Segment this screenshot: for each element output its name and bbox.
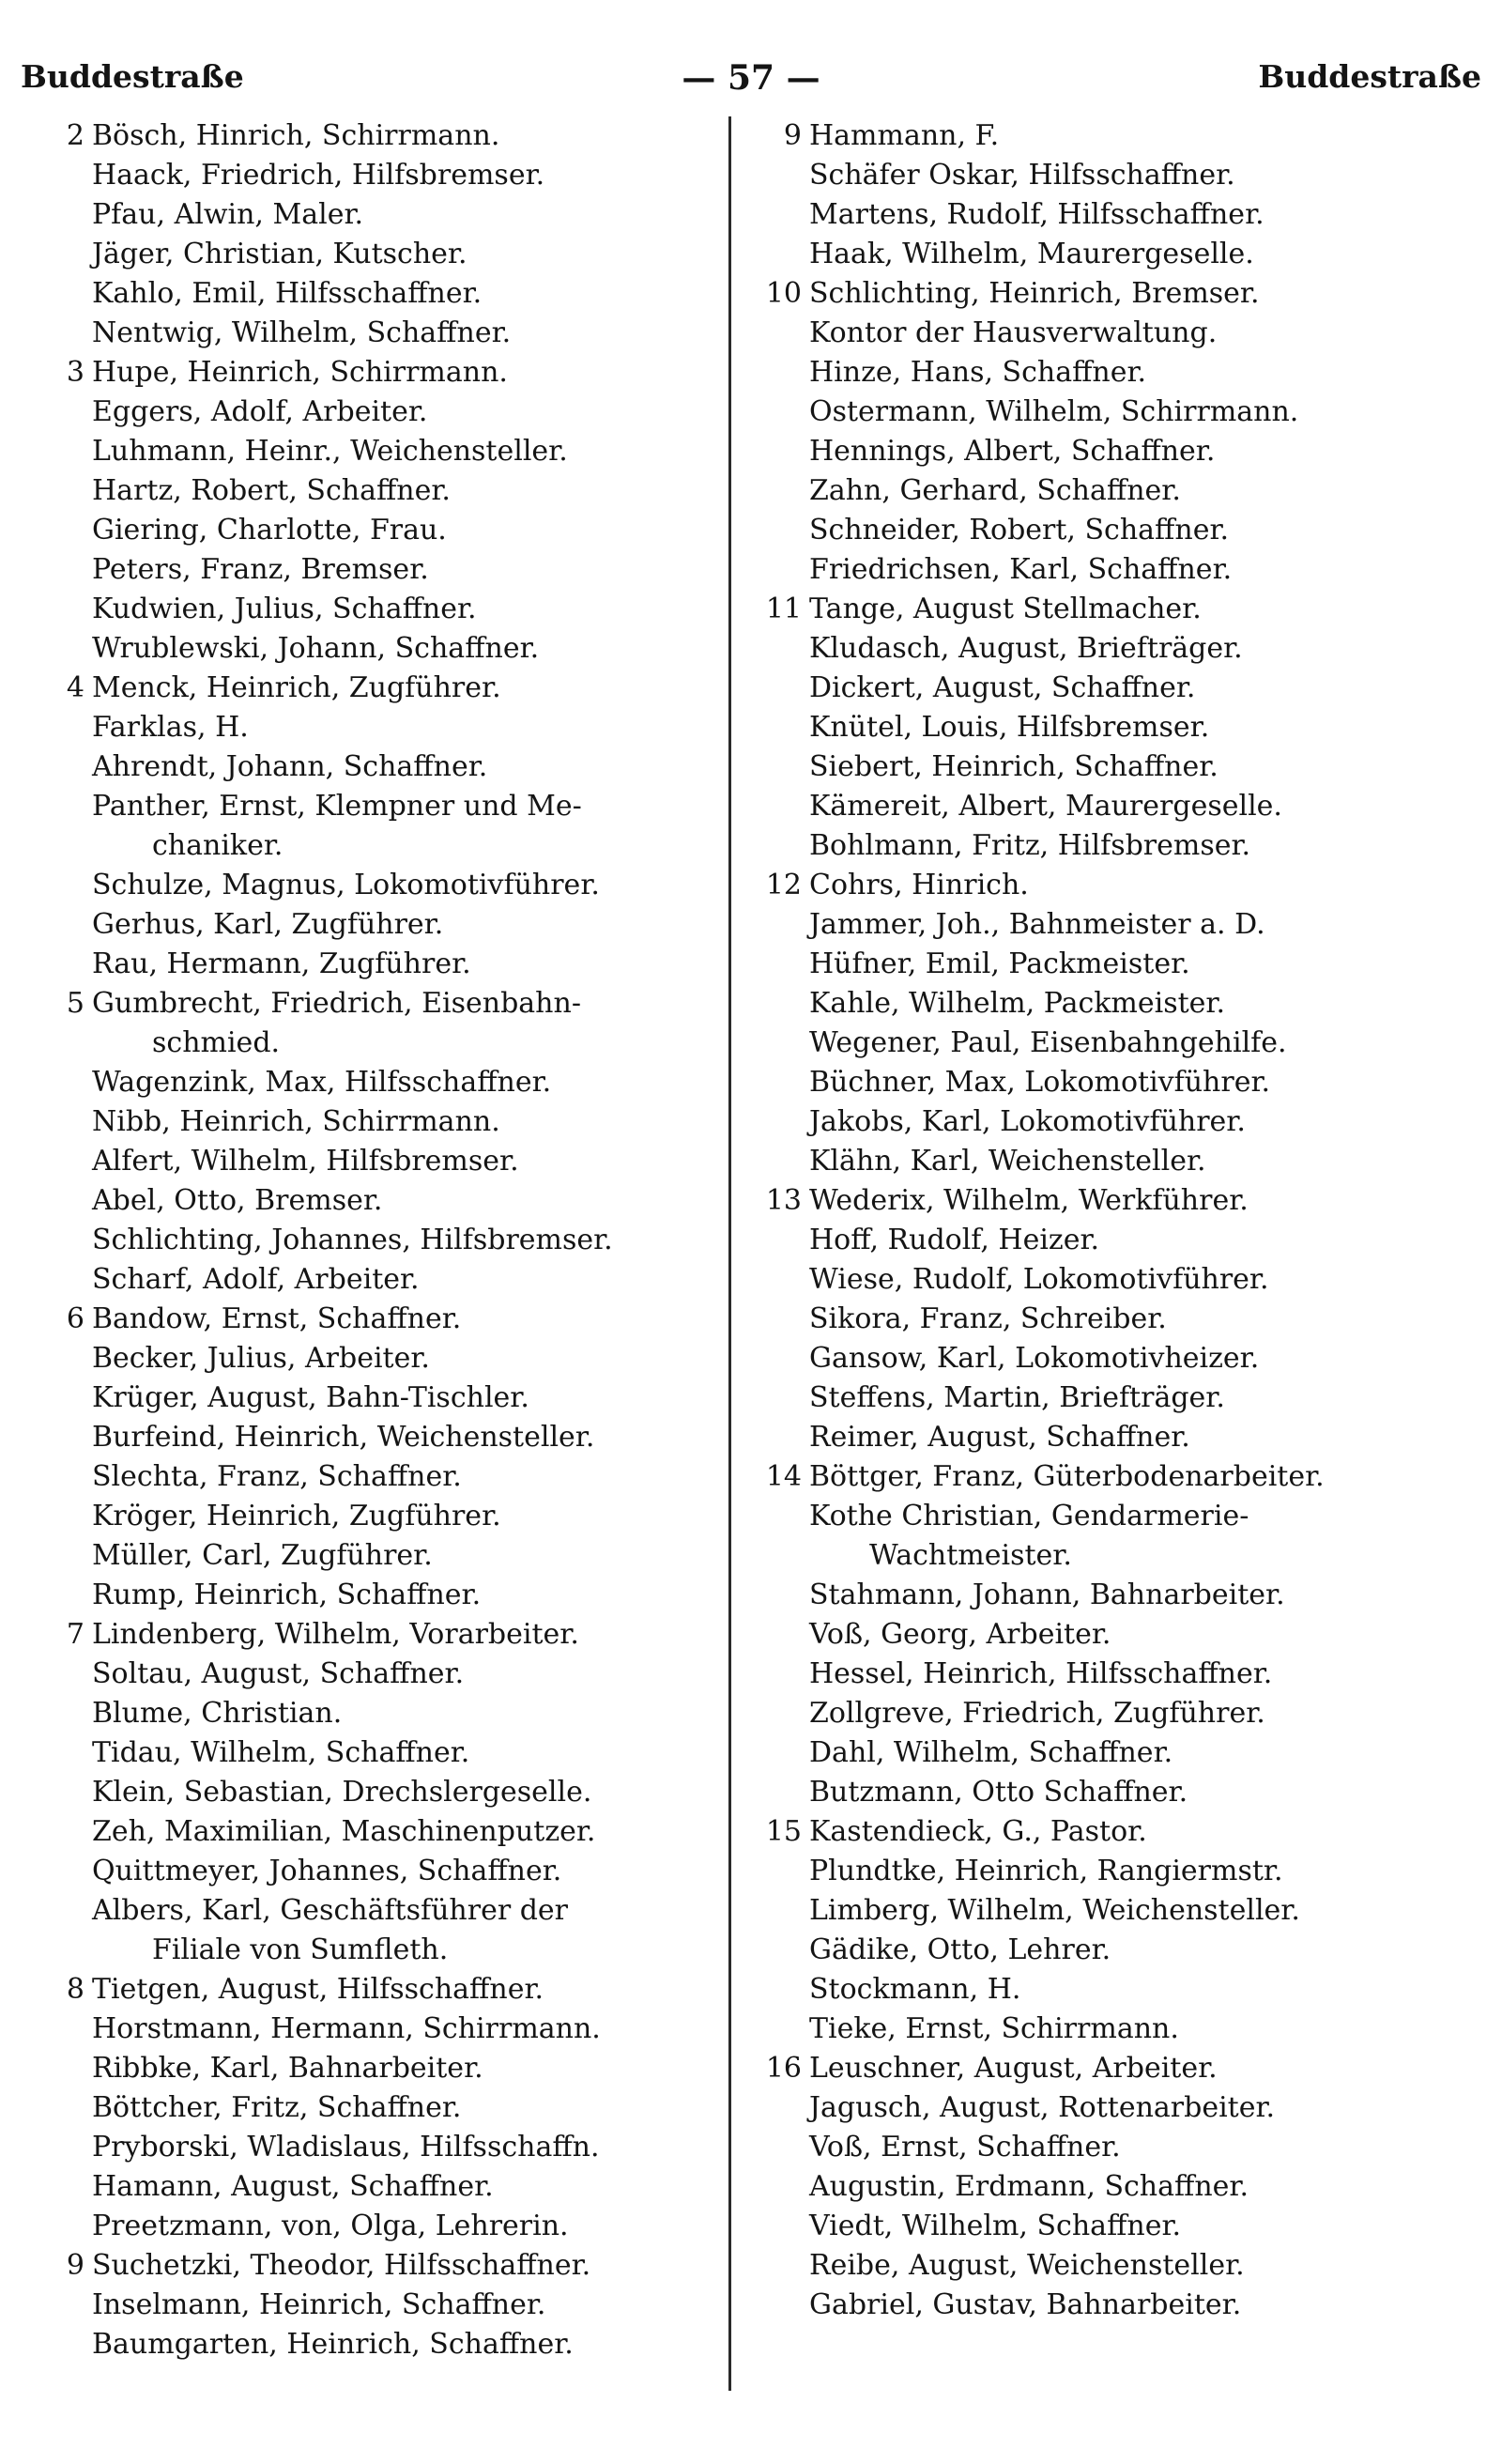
- resident-line: Klähn, Karl, Weichensteller.: [809, 1145, 1206, 1178]
- house-number: 9: [66, 2249, 84, 2282]
- house-number: 5: [66, 987, 84, 1020]
- resident-line: Ahrendt, Johann, Schaffner.: [92, 750, 488, 783]
- resident-line: Viedt, Wilhelm, Schaffner.: [809, 2210, 1182, 2242]
- resident-line: Ribbke, Karl, Bahnarbeiter.: [92, 2052, 483, 2085]
- resident-line: Gädike, Otto, Lehrer.: [809, 1933, 1111, 1966]
- resident-line: Böttcher, Fritz, Schaffner.: [92, 2091, 462, 2124]
- resident-line: Blume, Christian.: [92, 1697, 343, 1730]
- resident-line: Ostermann, Wilhelm, Schirrmann.: [809, 395, 1299, 428]
- resident-line: Haack, Friedrich, Hilfsbremser.: [92, 159, 545, 192]
- page-header: [21, 58, 1481, 107]
- resident-line: Sikora, Franz, Schreiber.: [809, 1302, 1167, 1335]
- resident-line: Zeh, Maximilian, Maschinenputzer.: [92, 1815, 596, 1848]
- resident-line: Kämereit, Albert, Maurergeselle.: [809, 790, 1282, 823]
- resident-line: Hessel, Heinrich, Hilfsschaffner.: [809, 1657, 1273, 1690]
- resident-line: Kludasch, August, Briefträger.: [809, 632, 1243, 665]
- house-entry: [45, 1300, 713, 1615]
- resident-line: Voß, Georg, Arbeiter.: [809, 1618, 1111, 1651]
- resident-line: Krüger, August, Bahn-Tischler.: [92, 1381, 529, 1414]
- resident-line: Kudwien, Julius, Schaffner.: [92, 593, 477, 625]
- resident-line: Reibe, August, Weichensteller.: [809, 2249, 1245, 2282]
- resident-line: Jagusch, August, Rottenarbeiter.: [809, 2091, 1276, 2124]
- resident-line: Hinze, Hans, Schaffner.: [809, 356, 1147, 389]
- resident-line: Hupe, Heinrich, Schirrmann.: [92, 356, 508, 389]
- resident-line: Gabriel, Gustav, Bahnarbeiter.: [809, 2288, 1242, 2321]
- resident-line: Hüfner, Emil, Packmeister.: [809, 947, 1190, 980]
- resident-line: Schulze, Magnus, Lokomotivführer.: [92, 869, 600, 901]
- resident-line: Schlichting, Heinrich, Bremser.: [809, 277, 1260, 310]
- house-entry: [45, 353, 713, 669]
- house-number: 3: [66, 356, 84, 389]
- resident-line: Nentwig, Wilhelm, Schaffner.: [92, 316, 512, 349]
- house-number: 7: [66, 1618, 84, 1651]
- resident-line: Farklas, H.: [92, 711, 249, 744]
- resident-line: Alfert, Wilhelm, Hilfsbremser.: [92, 1145, 519, 1178]
- house-number: 16: [765, 2052, 802, 2085]
- left-column: [45, 116, 713, 2364]
- resident-line: Kröger, Heinrich, Zugführer.: [92, 1500, 501, 1532]
- resident-line: Böttger, Franz, Güterbodenarbeiter.: [809, 1460, 1325, 1493]
- house-entry: [762, 590, 1476, 866]
- house-entry: [762, 274, 1476, 590]
- resident-line: Nibb, Heinrich, Schirrmann.: [92, 1105, 500, 1138]
- resident-line: Wrublewski, Johann, Schaffner.: [92, 632, 540, 665]
- resident-line: Peters, Franz, Bremser.: [92, 553, 429, 586]
- resident-line: Klein, Sebastian, Drechslergeselle.: [92, 1776, 592, 1809]
- resident-line: Tietgen, August, Hilfsschaffner.: [92, 1973, 544, 2006]
- resident-line: Eggers, Adolf, Arbeiter.: [92, 395, 428, 428]
- house-entry: [762, 116, 1476, 274]
- resident-line: Schäfer Oskar, Hilfsschaffner.: [809, 159, 1235, 192]
- house-number: 8: [66, 1973, 84, 2006]
- resident-line: Steffens, Martin, Briefträger.: [809, 1381, 1225, 1414]
- resident-line: Abel, Otto, Bremser.: [92, 1184, 383, 1217]
- resident-line: Gansow, Karl, Lokomotivheizer.: [809, 1342, 1260, 1375]
- resident-line: Plundtke, Heinrich, Rangiermstr.: [809, 1855, 1283, 1887]
- house-entry: [45, 1615, 713, 1970]
- resident-line: Luhmann, Heinr., Weichensteller.: [92, 435, 568, 468]
- header-street-left: Buddestraße: [21, 58, 244, 95]
- house-entry: [45, 1970, 713, 2246]
- house-entry: [762, 1181, 1476, 1457]
- resident-line: Bandow, Ernst, Schaffner.: [92, 1302, 462, 1335]
- house-entry: [762, 1457, 1476, 1812]
- resident-line: Wederix, Wilhelm, Werkführer.: [809, 1184, 1249, 1217]
- resident-line: Wegener, Paul, Eisenbahngehilfe.: [809, 1026, 1287, 1059]
- resident-line: Hammann, F.: [809, 119, 1000, 152]
- resident-line: Burfeind, Heinrich, Weichensteller.: [92, 1421, 595, 1454]
- house-number: 6: [66, 1302, 84, 1335]
- resident-line: Baumgarten, Heinrich, Schaffner.: [92, 2328, 574, 2361]
- resident-line: Inselmann, Heinrich, Schaffner.: [92, 2288, 546, 2321]
- resident-line: Dickert, August, Schaffner.: [809, 671, 1196, 704]
- house-number: 2: [66, 119, 84, 152]
- resident-line: Knütel, Louis, Hilfsbremser.: [809, 711, 1210, 744]
- resident-line: Horstmann, Hermann, Schirrmann.: [92, 2012, 601, 2045]
- resident-line: Rau, Hermann, Zugführer.: [92, 947, 471, 980]
- house-number: 4: [66, 671, 84, 704]
- resident-line: Schneider, Robert, Schaffner.: [809, 514, 1230, 547]
- house-entry: [45, 984, 713, 1300]
- resident-line: Panther, Ernst, Klempner und Me-: [92, 790, 582, 823]
- resident-line: Preetzmann, von, Olga, Lehrerin.: [92, 2210, 569, 2242]
- resident-line: Hamann, August, Schaffner.: [92, 2170, 494, 2203]
- house-number: 13: [765, 1184, 802, 1217]
- resident-line: Hennings, Albert, Schaffner.: [809, 435, 1216, 468]
- house-number: 14: [765, 1460, 802, 1493]
- resident-line: Haak, Wilhelm, Maurergeselle.: [809, 238, 1254, 270]
- house-entry: [762, 866, 1476, 1181]
- resident-line: Quittmeyer, Johannes, Schaffner.: [92, 1855, 562, 1887]
- resident-line: Limberg, Wilhelm, Weichensteller.: [809, 1894, 1300, 1927]
- resident-line: Friedrichsen, Karl, Schaffner.: [809, 553, 1233, 586]
- resident-line: Gumbrecht, Friedrich, Eisenbahn-: [92, 987, 581, 1020]
- resident-line: Martens, Rudolf, Hilfsschaffner.: [809, 198, 1264, 231]
- resident-line: Kastendieck, G., Pastor.: [809, 1815, 1147, 1848]
- resident-line: Tidau, Wilhelm, Schaffner.: [92, 1736, 470, 1769]
- resident-line: Tieke, Ernst, Schirrmann.: [809, 2012, 1179, 2045]
- resident-line: Kothe Christian, Gendarmerie-: [809, 1500, 1249, 1532]
- resident-line: Augustin, Erdmann, Schaffner.: [809, 2170, 1249, 2203]
- resident-line: Rump, Heinrich, Schaffner.: [92, 1578, 482, 1611]
- resident-line: Hoff, Rudolf, Heizer.: [809, 1224, 1100, 1256]
- resident-line: Bohlmann, Fritz, Hilfsbremser.: [809, 829, 1251, 862]
- resident-line: Büchner, Max, Lokomotivführer.: [809, 1066, 1271, 1099]
- header-street-right: Buddestraße: [1258, 58, 1481, 95]
- house-number: 10: [765, 277, 802, 310]
- resident-line: Cohrs, Hinrich.: [809, 869, 1029, 901]
- resident-line: schmied.: [152, 1026, 281, 1059]
- resident-line: Kahle, Wilhelm, Packmeister.: [809, 987, 1226, 1020]
- resident-line: chaniker.: [152, 829, 284, 862]
- resident-line: Becker, Julius, Arbeiter.: [92, 1342, 430, 1375]
- column-divider: [728, 116, 731, 2391]
- resident-line: Stockmann, H.: [809, 1973, 1021, 2006]
- resident-line: Pfau, Alwin, Maler.: [92, 198, 364, 231]
- resident-line: Reimer, August, Schaffner.: [809, 1421, 1190, 1454]
- resident-line: Suchetzki, Theodor, Hilfsschaffner.: [92, 2249, 591, 2282]
- resident-line: Stahmann, Johann, Bahnarbeiter.: [809, 1578, 1285, 1611]
- resident-line: Kontor der Hausverwaltung.: [809, 316, 1218, 349]
- resident-line: Wagenzink, Max, Hilfsschaffner.: [92, 1066, 552, 1099]
- resident-line: Leuschner, August, Arbeiter.: [809, 2052, 1218, 2085]
- house-entry: [45, 116, 713, 353]
- resident-line: Wachtmeister.: [869, 1539, 1072, 1572]
- resident-line: Filiale von Sumfleth.: [152, 1933, 449, 1966]
- house-number: 9: [783, 119, 802, 152]
- resident-line: Butzmann, Otto Schaffner.: [809, 1776, 1188, 1809]
- house-entry: [45, 2246, 713, 2364]
- house-entry: [45, 669, 713, 984]
- resident-line: Soltau, August, Schaffner.: [92, 1657, 465, 1690]
- resident-line: Menck, Heinrich, Zugführer.: [92, 671, 501, 704]
- resident-line: Jammer, Joh., Bahnmeister a. D.: [809, 908, 1265, 941]
- resident-line: Müller, Carl, Zugführer.: [92, 1539, 433, 1572]
- resident-line: Bösch, Hinrich, Schirrmann.: [92, 119, 500, 152]
- resident-line: Pryborski, Wladislaus, Hilfsschaffn.: [92, 2131, 600, 2164]
- resident-line: Zollgreve, Friedrich, Zugführer.: [809, 1697, 1265, 1730]
- house-entry: [762, 1812, 1476, 2049]
- right-column: [762, 116, 1476, 2325]
- resident-line: Wiese, Rudolf, Lokomotivführer.: [809, 1263, 1269, 1296]
- resident-line: Jakobs, Karl, Lokomotivführer.: [809, 1105, 1246, 1138]
- resident-line: Giering, Charlotte, Frau.: [92, 514, 447, 547]
- resident-line: Dahl, Wilhelm, Schaffner.: [809, 1736, 1173, 1769]
- resident-line: Lindenberg, Wilhelm, Vorarbeiter.: [92, 1618, 579, 1651]
- house-number: 12: [765, 869, 802, 901]
- page-number: — 57 —: [682, 58, 820, 98]
- resident-line: Scharf, Adolf, Arbeiter.: [92, 1263, 420, 1296]
- resident-line: Slechta, Franz, Schaffner.: [92, 1460, 462, 1493]
- resident-line: Zahn, Gerhard, Schaffner.: [809, 474, 1181, 507]
- resident-line: Schlichting, Johannes, Hilfsbremser.: [92, 1224, 613, 1256]
- house-entry: [762, 2049, 1476, 2325]
- resident-line: Siebert, Heinrich, Schaffner.: [809, 750, 1218, 783]
- resident-line: Tange, August Stellmacher.: [809, 593, 1202, 625]
- resident-line: Albers, Karl, Geschäftsführer der: [92, 1894, 569, 1927]
- resident-line: Hartz, Robert, Schaffner.: [92, 474, 451, 507]
- resident-line: Kahlo, Emil, Hilfsschaffner.: [92, 277, 483, 310]
- resident-line: Gerhus, Karl, Zugführer.: [92, 908, 444, 941]
- resident-line: Voß, Ernst, Schaffner.: [809, 2131, 1121, 2164]
- house-number: 15: [765, 1815, 802, 1848]
- house-number: 11: [765, 593, 802, 625]
- resident-line: Jäger, Christian, Kutscher.: [92, 238, 467, 270]
